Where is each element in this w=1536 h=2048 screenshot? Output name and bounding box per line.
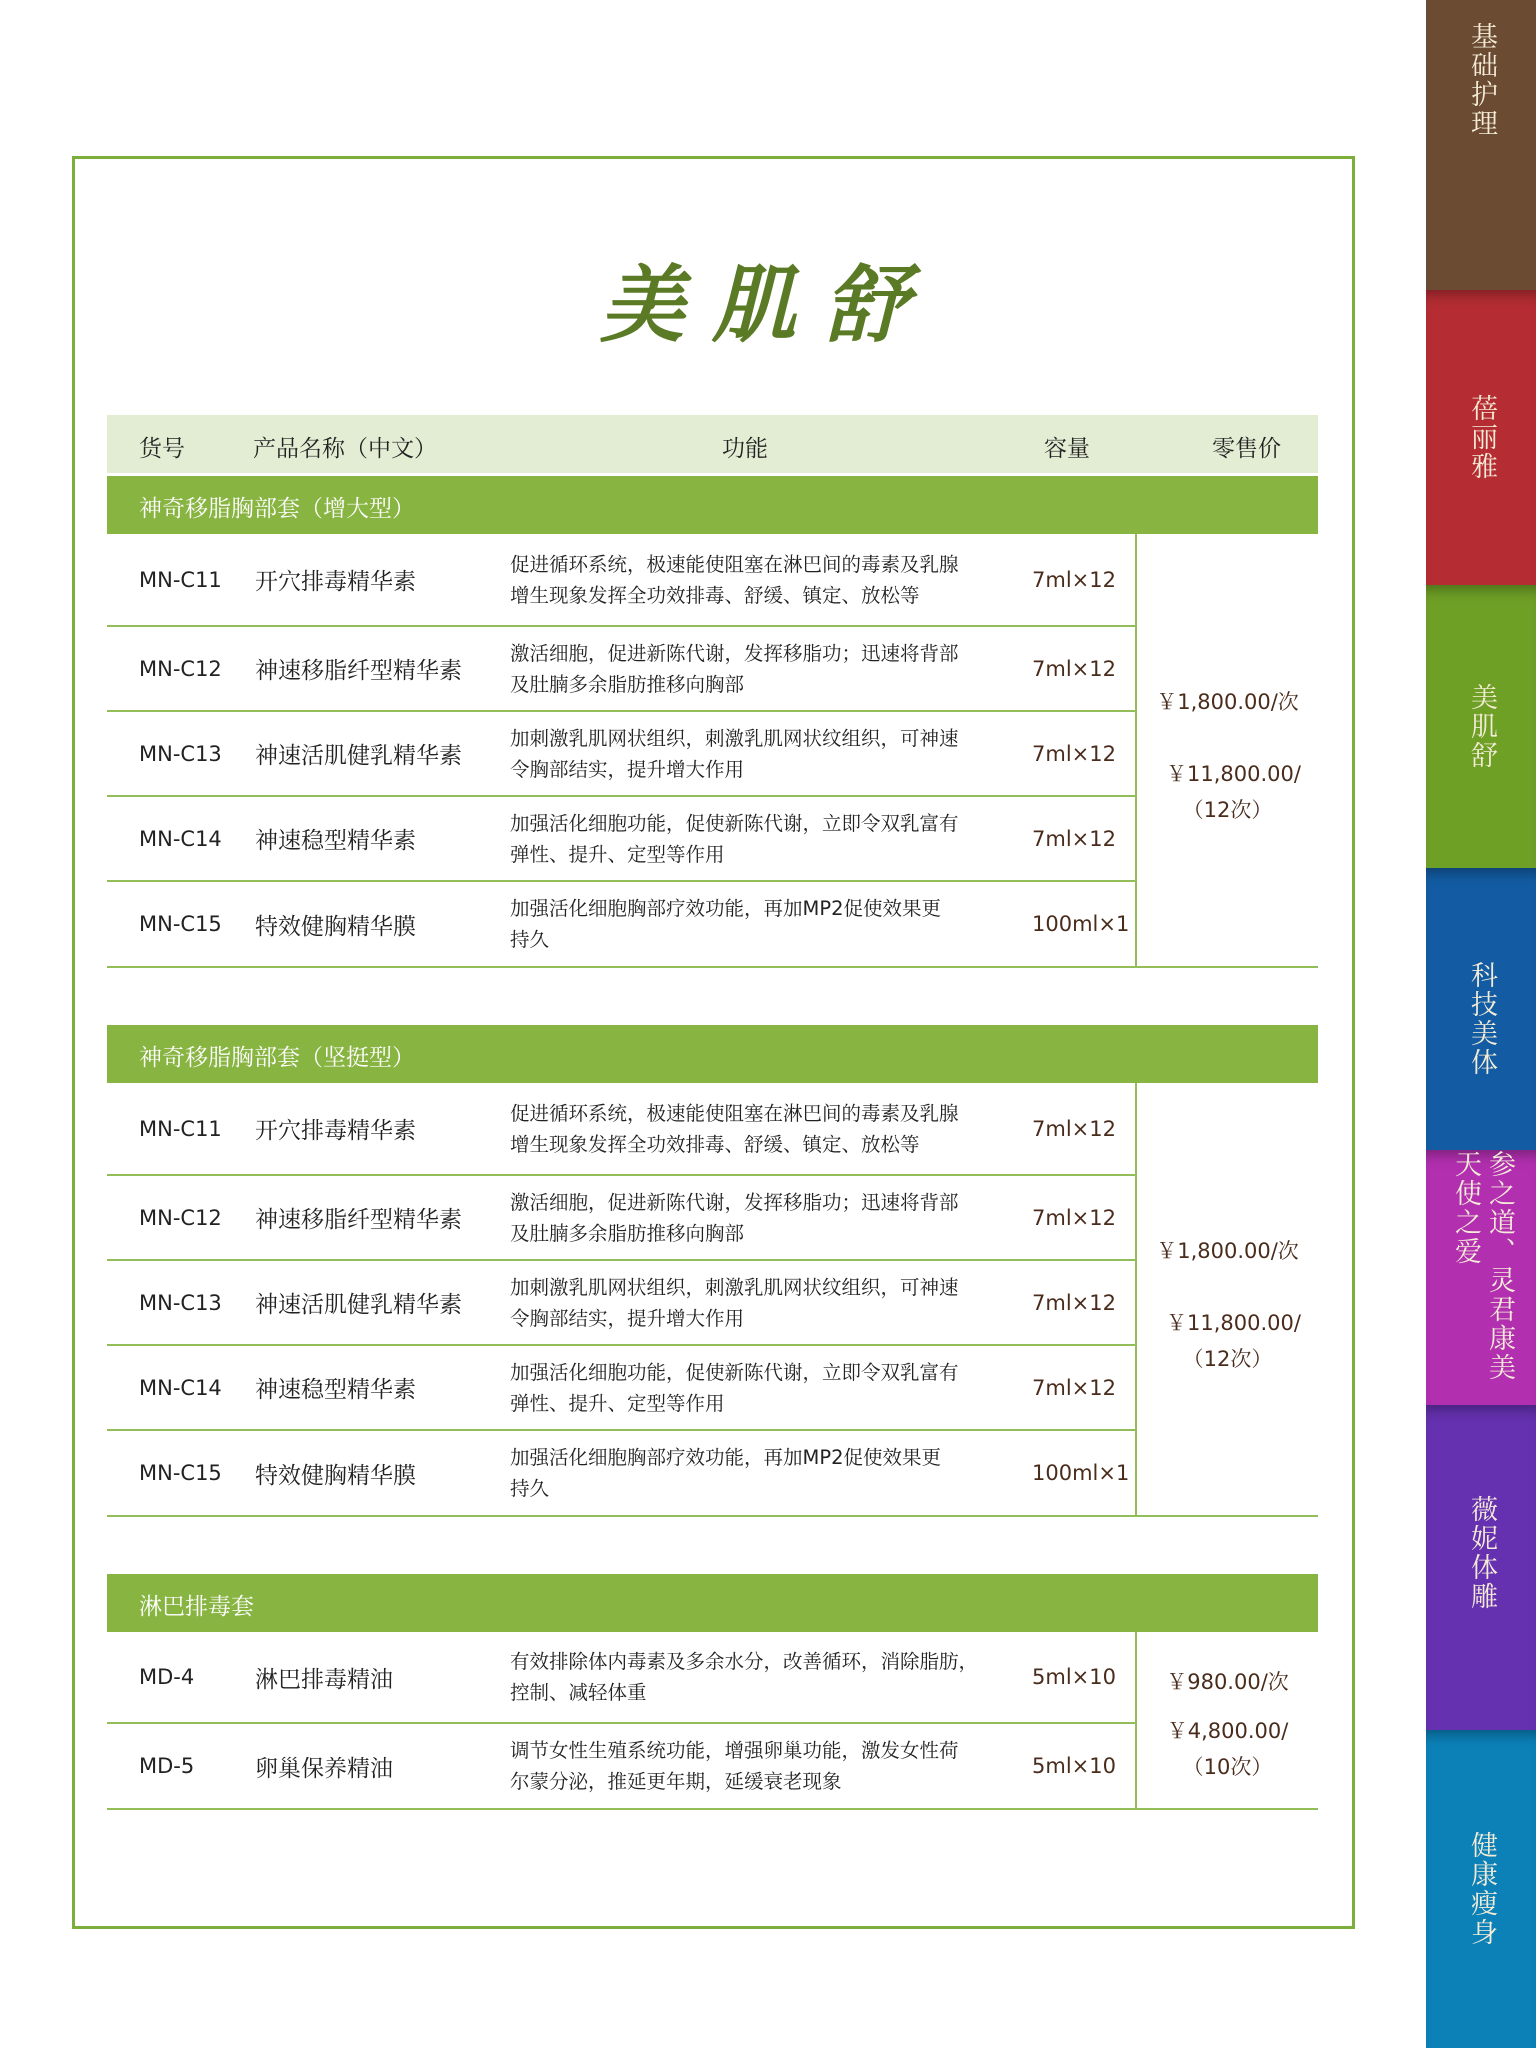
function-line: 持久 [510, 928, 550, 951]
product-capacity: 7ml×12 [1032, 656, 1116, 681]
product-function [510, 797, 1010, 880]
function-line: 及肚腩多余脂肪推移向胸部 [510, 672, 745, 696]
tab-health-slim[interactable] [1426, 1730, 1536, 2048]
header-code: 货号 [139, 436, 185, 462]
product-name: 神速移脂纤型精华素 [255, 1207, 462, 1233]
product-function [510, 1261, 1010, 1344]
product-code: MN-C12 [139, 656, 222, 681]
function-line: 令胸部结实，提升增大作用 [510, 757, 745, 781]
product-function [510, 534, 1010, 625]
product-code: MN-C14 [139, 826, 222, 851]
price-package-note: （12次） [1182, 1347, 1273, 1371]
table-row [107, 1176, 1135, 1261]
product-capacity: 100ml×1 [1032, 912, 1130, 936]
tab-shenzhidao[interactable] [1426, 1150, 1536, 1405]
product-name: 神速稳型精华素 [255, 1377, 416, 1403]
product-function [510, 1632, 1010, 1722]
product-code: MD-4 [139, 1665, 195, 1689]
price-package-note: （10次） [1182, 1755, 1273, 1779]
table-header [107, 415, 1318, 473]
product-capacity: 5ml×10 [1032, 1665, 1116, 1689]
page-title: 美肌舒 [599, 255, 936, 354]
product-capacity: 7ml×12 [1032, 1375, 1116, 1400]
tab-tech-body[interactable] [1426, 868, 1536, 1150]
price-single: ￥1,800.00/次 [1156, 690, 1299, 714]
function-line: 弹性、提升、定型等作用 [510, 1391, 725, 1415]
table-row [107, 1083, 1135, 1176]
table-row [107, 797, 1135, 882]
price-package: ￥11,800.00/ [1166, 762, 1301, 786]
product-capacity: 7ml×12 [1032, 1205, 1116, 1230]
tab-label: 薇妮体雕 [1466, 1494, 1497, 1611]
price-single: ￥1,800.00/次 [1156, 1239, 1299, 1263]
function-line: 加强活化细胞胸部疗效功能，再加MP2促使效果更 [510, 1446, 941, 1469]
function-line: 控制、减轻体重 [510, 1681, 647, 1704]
function-line: 加刺激乳肌网状组织，刺激乳肌网状纹组织，可神速 [510, 726, 959, 750]
product-function [510, 627, 1010, 710]
tab-label: 蓓丽雅 [1466, 394, 1497, 481]
price-cell [1135, 1083, 1318, 1515]
header-price: 零售价 [1212, 436, 1281, 462]
product-function [510, 1176, 1010, 1259]
product-code: MN-C15 [139, 912, 222, 936]
price-package: ￥4,800.00/ [1166, 1719, 1289, 1743]
function-line: 增生现象发挥全功效排毒、舒缓、镇定、放松等 [510, 1132, 920, 1156]
price-package-note: （12次） [1182, 798, 1273, 822]
function-line: 有效排除体内毒素及多余水分，改善循环，消除脂肪， [510, 1650, 979, 1673]
price-cell [1135, 1632, 1318, 1808]
tab-beiliya[interactable] [1426, 290, 1536, 585]
table-row [107, 1632, 1135, 1724]
product-name: 神速稳型精华素 [255, 828, 416, 854]
product-function [510, 1724, 1010, 1808]
tab-label: 基础护理 [1466, 22, 1497, 138]
product-name: 卵巢保养精油 [255, 1755, 393, 1782]
side-tab-bar [1426, 0, 1536, 2048]
product-function [510, 712, 1010, 795]
group-title: 淋巴排毒套 [139, 1594, 254, 1620]
product-name: 淋巴排毒精油 [255, 1666, 393, 1693]
group-title: 神奇移脂胸部套（坚挺型） [139, 1045, 415, 1071]
tab-weini[interactable] [1426, 1405, 1536, 1730]
tab-basic-care[interactable] [1426, 0, 1536, 290]
product-name: 开穴排毒精华素 [255, 569, 416, 595]
table-row [107, 627, 1135, 712]
function-line: 加强活化细胞胸部疗效功能，再加MP2促使效果更 [510, 897, 941, 920]
product-capacity: 5ml×10 [1032, 1754, 1116, 1778]
function-line: 加刺激乳肌网状组织，刺激乳肌网状纹组织，可神速 [510, 1275, 959, 1299]
product-code: MN-C12 [139, 1205, 222, 1230]
group-header [107, 1025, 1318, 1083]
group-header [107, 476, 1318, 534]
product-function [510, 1431, 1010, 1515]
product-capacity: 7ml×12 [1032, 1116, 1116, 1141]
price-package: ￥11,800.00/ [1166, 1311, 1301, 1335]
tab-label: 参之道、灵君康美 天使之爱 [1450, 1150, 1515, 1382]
function-line: 加强活化细胞功能，促使新陈代谢，立即令双乳富有 [510, 1360, 959, 1384]
product-name: 神速移脂纤型精华素 [255, 658, 462, 684]
price-cell [1135, 534, 1318, 966]
function-line: 激活细胞，促进新陈代谢，发挥移脂功；迅速将背部 [510, 1190, 959, 1214]
table-row [107, 1346, 1135, 1431]
product-name: 神速活肌健乳精华素 [255, 743, 462, 769]
product-function [510, 882, 1010, 966]
product-code: MN-C15 [139, 1461, 222, 1485]
function-line: 促进循环系统，极速能使阻塞在淋巴间的毒素及乳腺 [510, 1101, 959, 1125]
group-header [107, 1574, 1318, 1632]
table-row [107, 534, 1135, 627]
tab-label: 美肌舒 [1466, 683, 1497, 770]
product-name: 特效健胸精华膜 [255, 1462, 416, 1489]
product-code: MN-C11 [139, 567, 222, 592]
header-capacity: 容量 [1044, 436, 1090, 462]
price-single: ￥980.00/次 [1166, 1670, 1289, 1694]
product-capacity: 7ml×12 [1032, 567, 1116, 592]
header-name: 产品名称（中文） [253, 436, 437, 462]
function-line: 激活细胞，促进新陈代谢，发挥移脂功；迅速将背部 [510, 641, 959, 665]
product-name: 开穴排毒精华素 [255, 1118, 416, 1144]
product-code: MN-C13 [139, 741, 222, 766]
product-capacity: 7ml×12 [1032, 741, 1116, 766]
function-line: 令胸部结实，提升增大作用 [510, 1306, 745, 1330]
header-function: 功能 [722, 436, 768, 462]
product-function [510, 1346, 1010, 1429]
product-name: 特效健胸精华膜 [255, 913, 416, 940]
product-name: 神速活肌健乳精华素 [255, 1292, 462, 1318]
function-line: 调节女性生殖系统功能，增强卵巢功能，激发女性荷 [510, 1739, 959, 1762]
product-code: MN-C11 [139, 1116, 222, 1141]
function-line: 弹性、提升、定型等作用 [510, 842, 725, 866]
product-capacity: 100ml×1 [1032, 1461, 1130, 1485]
tab-label: 科技美体 [1466, 961, 1497, 1077]
function-line: 增生现象发挥全功效排毒、舒缓、镇定、放松等 [510, 583, 920, 607]
function-line: 持久 [510, 1477, 550, 1500]
product-code: MN-C14 [139, 1375, 222, 1400]
function-line: 加强活化细胞功能，促使新陈代谢，立即令双乳富有 [510, 811, 959, 835]
product-capacity: 7ml×12 [1032, 1290, 1116, 1315]
product-code: MD-5 [139, 1754, 195, 1778]
group-title: 神奇移脂胸部套（增大型） [139, 496, 415, 522]
table-row [107, 1261, 1135, 1346]
table-row [107, 712, 1135, 797]
function-line: 及肚腩多余脂肪推移向胸部 [510, 1221, 745, 1245]
function-line: 尔蒙分泌，推延更年期，延缓衰老现象 [510, 1770, 842, 1793]
product-code: MN-C13 [139, 1290, 222, 1315]
product-capacity: 7ml×12 [1032, 826, 1116, 851]
tab-meijishu[interactable] [1426, 585, 1536, 868]
product-function [510, 1083, 1010, 1174]
function-line: 促进循环系统，极速能使阻塞在淋巴间的毒素及乳腺 [510, 552, 959, 576]
tab-label: 健康瘦身 [1466, 1831, 1497, 1947]
